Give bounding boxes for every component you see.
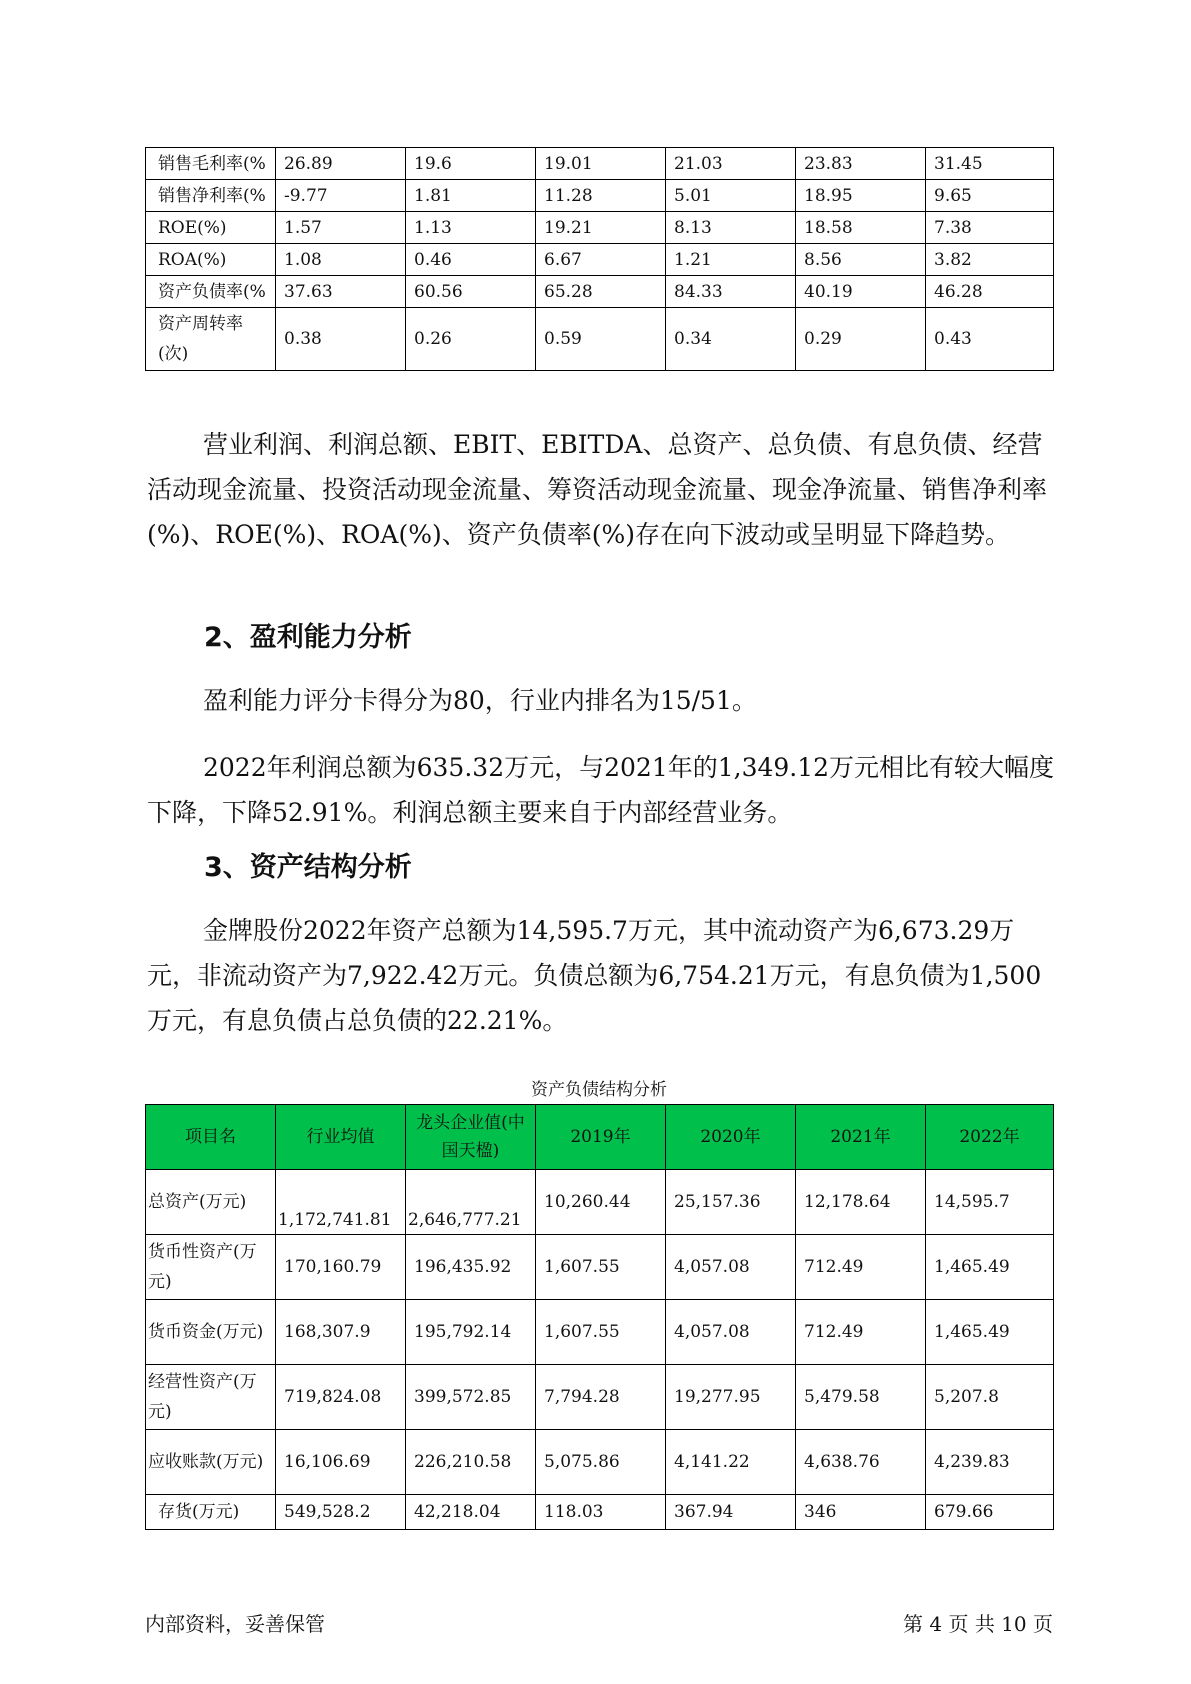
cell: 549,528.2 — [276, 1495, 406, 1530]
profit-total-paragraph — [147, 745, 1062, 835]
cell: 19.21 — [536, 212, 666, 244]
cell: 719,824.08 — [276, 1365, 406, 1430]
cell: 346 — [796, 1495, 926, 1530]
metrics-table — [145, 147, 1054, 371]
cell: 7.38 — [926, 212, 1054, 244]
cell: 4,057.08 — [666, 1300, 796, 1365]
cell: 1.81 — [406, 180, 536, 212]
row-label: ROA(%) — [146, 244, 276, 276]
cell: 0.38 — [276, 308, 406, 371]
cell: 42,218.04 — [406, 1495, 536, 1530]
table-row — [146, 1430, 1054, 1495]
cell: 7,794.28 — [536, 1365, 666, 1430]
cell: 9.65 — [926, 180, 1054, 212]
row-label: 货币资金(万元) — [146, 1300, 276, 1365]
table-row — [146, 244, 1054, 276]
column-header: 2021年 — [796, 1105, 926, 1170]
cell: 5,075.86 — [536, 1430, 666, 1495]
cell: 1,465.49 — [926, 1300, 1054, 1365]
cell: 196,435.92 — [406, 1235, 536, 1300]
cell: 19.6 — [406, 148, 536, 180]
cell: 0.59 — [536, 308, 666, 371]
column-header: 龙头企业值(中国天楹) — [406, 1105, 536, 1170]
cell: 8.13 — [666, 212, 796, 244]
row-label: 销售毛利率(% — [146, 148, 276, 180]
cell: -9.77 — [276, 180, 406, 212]
cell: 1.21 — [666, 244, 796, 276]
cell: 5,479.58 — [796, 1365, 926, 1430]
cell: 712.49 — [796, 1235, 926, 1300]
cell: 18.58 — [796, 212, 926, 244]
row-label: 销售净利率(% — [146, 180, 276, 212]
cell: 168,307.9 — [276, 1300, 406, 1365]
cell: 84.33 — [666, 276, 796, 308]
cell: 1,607.55 — [536, 1235, 666, 1300]
cell: 16,106.69 — [276, 1430, 406, 1495]
footer-page-number: 第 4 页 共 10 页 — [903, 1612, 1053, 1636]
table-row — [146, 180, 1054, 212]
profit-score-text: 盈利能力评分卡得分为80，行业内排名为15/51。 — [203, 686, 757, 715]
cell: 21.03 — [666, 148, 796, 180]
cell: 4,638.76 — [796, 1430, 926, 1495]
trend-text: 营业利润、利润总额、EBIT、EBITDA、总资产、总负债、有息负债、经营活动现金流量、投资活动现金流量、筹资活动现金流量、现金净流量、销售净利率(%)、ROE(%)、ROA(%)、资产负债率(%)存在向下波动或呈明显下降趋势。 — [147, 430, 1048, 549]
cell: 3.82 — [926, 244, 1054, 276]
cell: 399,572.85 — [406, 1365, 536, 1430]
cell: 12,178.64 — [796, 1170, 926, 1235]
column-header: 2022年 — [926, 1105, 1054, 1170]
table-row — [146, 148, 1054, 180]
row-label: 资产负债率(% — [146, 276, 276, 308]
cell: 11.28 — [536, 180, 666, 212]
cell: 4,239.83 — [926, 1430, 1054, 1495]
cell: 1,607.55 — [536, 1300, 666, 1365]
asset-structure-paragraph — [147, 908, 1062, 1043]
cell: 367.94 — [666, 1495, 796, 1530]
table-row — [146, 276, 1054, 308]
cell: 118.03 — [536, 1495, 666, 1530]
cell: 5,207.8 — [926, 1365, 1054, 1430]
asset-structure-text: 金牌股份2022年资产总额为14,595.7万元，其中流动资产为6,673.29万元，非流动资产为7,922.42万元。负债总额为6,754.21万元，有息负债为1,500万元，有息负债占总负债的22.21%。 — [147, 916, 1042, 1035]
row-label: 货币性资产(万元) — [146, 1235, 276, 1300]
row-label: 资产周转率(次) — [146, 308, 276, 371]
cell: 1.13 — [406, 212, 536, 244]
cell: 1,172,741.81 — [276, 1170, 406, 1235]
cell: 0.43 — [926, 308, 1054, 371]
column-header: 行业均值 — [276, 1105, 406, 1170]
structure-table — [145, 1104, 1054, 1530]
cell: 0.29 — [796, 308, 926, 371]
cell: 19,277.95 — [666, 1365, 796, 1430]
table-row — [146, 1495, 1054, 1530]
cell: 2,646,777.21 — [406, 1170, 536, 1235]
cell: 18.95 — [796, 180, 926, 212]
cell: 40.19 — [796, 276, 926, 308]
cell: 26.89 — [276, 148, 406, 180]
cell: 1,465.49 — [926, 1235, 1054, 1300]
cell: 4,141.22 — [666, 1430, 796, 1495]
cell: 23.83 — [796, 148, 926, 180]
column-header: 2019年 — [536, 1105, 666, 1170]
cell: 226,210.58 — [406, 1430, 536, 1495]
table-row — [146, 1365, 1054, 1430]
table-row — [146, 308, 1054, 371]
cell: 5.01 — [666, 180, 796, 212]
cell: 25,157.36 — [666, 1170, 796, 1235]
cell: 170,160.79 — [276, 1235, 406, 1300]
cell: 60.56 — [406, 276, 536, 308]
table-caption: 资产负债结构分析 — [531, 1080, 667, 1100]
cell: 1.57 — [276, 212, 406, 244]
cell: 712.49 — [796, 1300, 926, 1365]
trend-paragraph — [147, 422, 1062, 557]
cell: 195,792.14 — [406, 1300, 536, 1365]
cell: 679.66 — [926, 1495, 1054, 1530]
heading-asset: 3、资产结构分析 — [204, 852, 412, 883]
profit-total-text: 2022年利润总额为635.32万元，与2021年的1,349.12万元相比有较大幅度下降，下降52.91%。利润总额主要来自于内部经营业务。 — [147, 753, 1055, 827]
footer-confidential: 内部资料，妥善保管 — [145, 1612, 325, 1636]
cell: 8.56 — [796, 244, 926, 276]
row-label: 应收账款(万元) — [146, 1430, 276, 1495]
column-header: 项目名 — [146, 1105, 276, 1170]
row-label: ROE(%) — [146, 212, 276, 244]
cell: 65.28 — [536, 276, 666, 308]
cell: 31.45 — [926, 148, 1054, 180]
heading-profit: 2、盈利能力分析 — [204, 622, 412, 653]
table-row — [146, 1235, 1054, 1300]
row-label: 经营性资产(万元) — [146, 1365, 276, 1430]
cell: 14,595.7 — [926, 1170, 1054, 1235]
cell: 6.67 — [536, 244, 666, 276]
cell: 0.46 — [406, 244, 536, 276]
table-header-row — [146, 1105, 1054, 1170]
table-row — [146, 1170, 1054, 1235]
cell: 19.01 — [536, 148, 666, 180]
row-label: 总资产(万元) — [146, 1170, 276, 1235]
table-row — [146, 1300, 1054, 1365]
cell: 1.08 — [276, 244, 406, 276]
row-label: 存货(万元) — [146, 1495, 276, 1530]
column-header: 2020年 — [666, 1105, 796, 1170]
cell: 37.63 — [276, 276, 406, 308]
profit-score-paragraph — [147, 678, 1062, 723]
cell: 0.34 — [666, 308, 796, 371]
cell: 4,057.08 — [666, 1235, 796, 1300]
cell: 0.26 — [406, 308, 536, 371]
cell: 10,260.44 — [536, 1170, 666, 1235]
table-row — [146, 212, 1054, 244]
cell: 46.28 — [926, 276, 1054, 308]
